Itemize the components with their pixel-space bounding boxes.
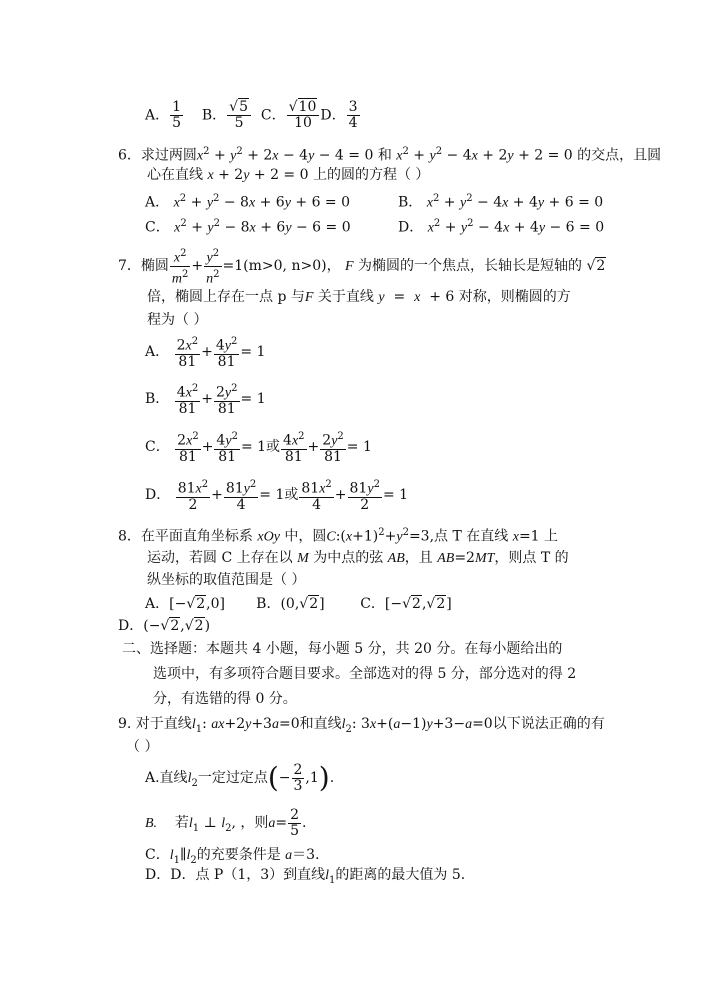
q7-line-3: 程为（ ） [147,312,208,328]
q5-option-d-label: D． [320,107,346,124]
q8-options-row: A．[−√2,0] B．(0,√2] C．[−√2,√2] [145,596,452,612]
q8-line-1: 8．在平面直角坐标系 xOy 中，圆$C:(x+1)^2+y^2=3$,点 T 在直线 x=1 上 [118,527,559,545]
q7-option-d: D． $\frac{81x^2}{2}$ + $\frac{81y^2}{4}$ = 1或 $\frac{81x^2}{4}$ + $\frac{81y^2}{2}$ = 1 [145,479,409,513]
section2-line-3: 分，有选错的得 0 分。 [153,691,297,707]
section2-line-2: 选项中，有多项符合题目要求。全部选对的得 5 分，部分选对的得 2 [153,666,577,682]
q5-options-row: A． $\frac{1}{5}$ B． $\frac{√5}{5}$ C． $\frac{√10}{10}$ D． $\frac{3}{4}$ [145,99,358,131]
q6-option-c: C． $x^2 + y^2 - 8x + 6y - 6 = 0$ [145,218,351,236]
q5-option-b-label: B． [201,107,227,124]
q6-line-2: 心在直线 x + 2y + 2 = 0 上的圆的方程（ ） [147,167,430,183]
section2-line-1: 二、选择题：本题共 4 小题，每小题 5 分，共 20 分。在每小题给出的 [122,641,563,657]
q7-line-2: 倍，椭圆上存在一点 p 与F 关于直线 y = x + 6 对称，则椭圆的方 [147,289,571,305]
q7-option-c: C． $\frac{2x^2}{81}$ + $\frac{4y^2}{81}$ = 1或 $\frac{4x^2}{81}$ + $\frac{2y^2}{81}$ = 1 [145,431,372,465]
q8-line-2: 运动，若圆 C 上存在以 M 为中点的弦 AB，且 AB=2MT，则点 T 的 [147,550,569,566]
q9-line-1: 9. 对于直线$l_1$: ax+2y+3a=0和直线$l_2$: 3x+(a−1)y+3−a=0以下说法正确的有 [118,716,605,735]
q7-line-1: 7．椭圆 $\frac{x^2}{m^2}$ + $\frac{y^2}{n^2}$ =1(m>0, n>0)， F 为椭圆的一个焦点，长轴长是短轴的 √2 [118,248,606,287]
q5-option-a-label: A． [145,107,170,124]
q9-option-c: C．$l_1\parallel l_2$的充要条件是 a＝3． [145,847,330,866]
q6-option-d: D． $x^2 + y^2 - 4x + 4y - 6 = 0$ [398,218,605,236]
q6-option-a: A． $x^2 + y^2 - 8x + 6y + 6 = 0$ [145,193,351,211]
q8-line-3: 纵坐标的取值范围是（ ） [147,572,306,588]
q6-option-b: B． $x^2 + y^2 - 4x + 4y + 6 = 0$ [398,193,604,211]
q8-option-d: D．(−√2,√2) [118,618,211,634]
q7-option-b: B． $\frac{4x^2}{81}$ + $\frac{2y^2}{81}$ = 1 [145,383,266,417]
q9-option-a: A.直线$l_2$一定过定点(− $\frac{2}{3}$ ,1). [145,761,335,794]
q6-line-1: 6．求过两圆$x^2 + y^2 + 2x - 4y - 4 = 0$ 和 $x^2 + y^2 - 4x + 2y + 2 = 0$ 的交点，且圆 [118,146,662,164]
q9-option-d: D．D．点 P（1，3）到直线$l_1$的距离的最大值为 5． [145,867,475,886]
q7-option-a: A． $\frac{2x^2}{81}$ + $\frac{4y^2}{81}$ = 1 [145,336,266,370]
q9-line-2: （ ） [126,739,159,755]
q5-option-c-label: C． [260,107,286,124]
q9-option-b: B. 若$l_1$ ⊥ $l_2$, ，则a= $\frac{2}{5}$ . [145,806,307,839]
